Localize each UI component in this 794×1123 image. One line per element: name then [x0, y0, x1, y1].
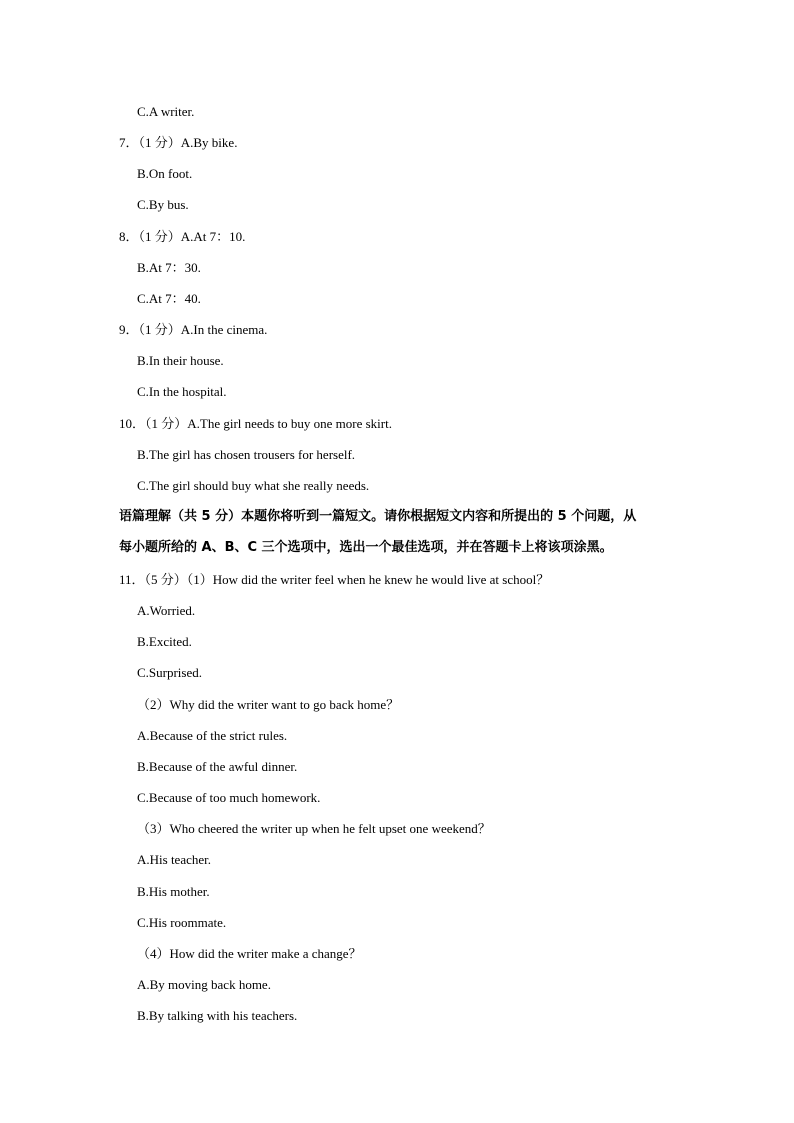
option-11-1b: B.Excited.: [137, 634, 192, 649]
option-11-1c: C.Surprised.: [137, 665, 202, 680]
option-10b: B.The girl has chosen trousers for herself.: [137, 447, 356, 462]
option-7b: B.On foot.: [137, 166, 193, 181]
question-10: 10．（1 分）A.The girl needs to buy one more skirt.: [119, 416, 392, 431]
option-7c: C.By bus.: [137, 197, 189, 212]
option-8c: C.At 7：40.: [137, 291, 201, 306]
option-11-3a: A.His teacher.: [137, 852, 212, 867]
option-6c: C.A writer.: [137, 104, 195, 119]
option-10c: C.The girl should buy what she really needs.: [137, 478, 370, 493]
option-9b: B.In their house.: [137, 353, 224, 368]
option-11-4b: B.By talking with his teachers.: [137, 1008, 298, 1023]
option-11-2a: A.Because of the strict rules.: [137, 728, 288, 743]
section-instruction-line-2: 每小题所给的 A、B、C 三个选项中，选出一个最佳选项，并在答题卡上将该项涂黑。: [119, 540, 613, 555]
section-instruction-line-1: 语篇理解（共 5 分）本题你将听到一篇短文。请你根据短文内容和所提出的 5 个问题，从: [119, 509, 637, 524]
option-11-2b: B.Because of the awful dinner.: [137, 759, 298, 774]
question-11-2: （2）Why did the writer want to go back home？: [137, 697, 400, 712]
option-11-3b: B.His mother.: [137, 884, 210, 899]
question-9: 9．（1 分）A.In the cinema.: [119, 322, 268, 337]
question-11-3: （3）Who cheered the writer up when he felt upset one weekend？: [137, 821, 491, 836]
question-7: 7．（1 分）A.By bike.: [119, 135, 238, 150]
question-11-4: （4）How did the writer make a change？: [137, 946, 362, 961]
option-11-2c: C.Because of too much homework.: [137, 790, 321, 805]
option-8b: B.At 7：30.: [137, 260, 201, 275]
option-11-3c: C.His roommate.: [137, 915, 227, 930]
option-11-1a: A.Worried.: [137, 603, 196, 618]
option-9c: C.In the hospital.: [137, 384, 227, 399]
question-8: 8．（1 分）A.At 7：10.: [119, 229, 246, 244]
question-11-1: 11．（5 分）（1）How did the writer feel when he knew he would live at school？: [119, 572, 550, 587]
option-11-4a: A.By moving back home.: [137, 977, 271, 992]
